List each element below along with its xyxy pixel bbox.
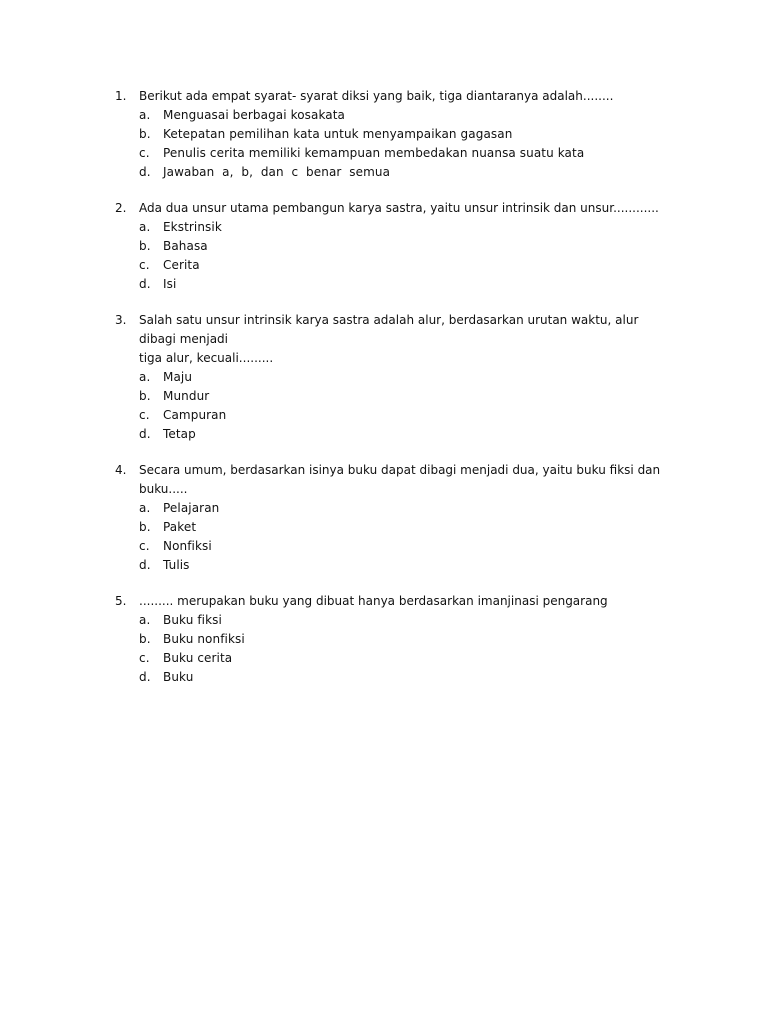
option-letter: b. xyxy=(139,239,151,253)
option-text: Buku cerita xyxy=(163,651,233,665)
question-1 xyxy=(115,87,675,182)
question-number: 4. xyxy=(115,463,127,477)
question-number: 5. xyxy=(115,594,127,608)
option-text: Jawaban a, b, dan c benar semua xyxy=(163,165,391,179)
question-text: Berikut ada empat syarat- syarat diksi yang baik, tiga diantaranya adalah........ xyxy=(139,89,614,103)
option-text: Mundur xyxy=(163,389,210,403)
option-letter: c. xyxy=(139,258,150,272)
question-list xyxy=(115,87,675,704)
option-letter: b. xyxy=(139,520,151,534)
question-stem xyxy=(115,311,675,368)
option-c xyxy=(115,256,675,275)
question-text: ......... merupakan buku yang dibuat hanya berdasarkan imanjinasi pengarang xyxy=(139,594,608,608)
option-b xyxy=(115,630,675,649)
question-number: 2. xyxy=(115,201,127,215)
option-c xyxy=(115,537,675,556)
option-text: Cerita xyxy=(163,258,200,272)
option-text: Ekstrinsik xyxy=(163,220,222,234)
question-text: Salah satu unsur intrinsik karya sastra adalah alur, berdasarkan urutan waktu, alur dibagi menjadi tiga alur, kecuali......... xyxy=(139,313,639,365)
option-letter: b. xyxy=(139,389,151,403)
option-text: Tulis xyxy=(163,558,190,572)
option-d xyxy=(115,556,675,575)
option-a xyxy=(115,368,675,387)
question-number: 1. xyxy=(115,89,127,103)
question-stem xyxy=(115,461,675,499)
option-text: Isi xyxy=(163,277,177,291)
option-text: Tetap xyxy=(163,427,196,441)
option-a xyxy=(115,218,675,237)
option-letter: a. xyxy=(139,370,151,384)
option-list xyxy=(115,499,675,575)
option-b xyxy=(115,125,675,144)
option-c xyxy=(115,406,675,425)
option-letter: d. xyxy=(139,165,151,179)
option-letter: a. xyxy=(139,220,151,234)
option-b xyxy=(115,387,675,406)
question-5 xyxy=(115,592,675,687)
option-b xyxy=(115,237,675,256)
option-d xyxy=(115,275,675,294)
option-a xyxy=(115,611,675,630)
option-b xyxy=(115,518,675,537)
option-list xyxy=(115,218,675,294)
question-stem xyxy=(115,592,675,611)
option-c xyxy=(115,144,675,163)
option-a xyxy=(115,499,675,518)
option-letter: c. xyxy=(139,539,150,553)
option-letter: d. xyxy=(139,670,151,684)
option-a xyxy=(115,106,675,125)
question-2 xyxy=(115,199,675,294)
option-letter: c. xyxy=(139,651,150,665)
option-list xyxy=(115,368,675,444)
question-4 xyxy=(115,461,675,575)
option-text: Menguasai berbagai kosakata xyxy=(163,108,346,122)
option-letter: d. xyxy=(139,277,151,291)
option-text: Buku nonfiksi xyxy=(163,632,245,646)
option-text: Campuran xyxy=(163,408,227,422)
option-d xyxy=(115,163,675,182)
option-letter: b. xyxy=(139,127,151,141)
option-list xyxy=(115,106,675,182)
option-d xyxy=(115,668,675,687)
option-d xyxy=(115,425,675,444)
question-text: Ada dua unsur utama pembangun karya sastra, yaitu unsur intrinsik dan unsur............ xyxy=(139,201,659,215)
option-letter: d. xyxy=(139,558,151,572)
question-stem xyxy=(115,87,675,106)
option-text: Paket xyxy=(163,520,197,534)
option-letter: a. xyxy=(139,108,151,122)
option-letter: c. xyxy=(139,146,150,160)
option-text: Nonfiksi xyxy=(163,539,212,553)
option-text: Buku fiksi xyxy=(163,613,222,627)
question-3 xyxy=(115,311,675,444)
option-text: Pelajaran xyxy=(163,501,220,515)
option-text: Maju xyxy=(163,370,193,384)
option-c xyxy=(115,649,675,668)
option-text: Buku xyxy=(163,670,194,684)
question-number: 3. xyxy=(115,313,127,327)
option-letter: b. xyxy=(139,632,151,646)
option-letter: a. xyxy=(139,501,151,515)
option-letter: d. xyxy=(139,427,151,441)
option-list xyxy=(115,611,675,687)
question-stem xyxy=(115,199,675,218)
option-letter: c. xyxy=(139,408,150,422)
option-text: Ketepatan pemilihan kata untuk menyampaikan gagasan xyxy=(163,127,513,141)
option-text: Penulis cerita memiliki kemampuan membedakan nuansa suatu kata xyxy=(163,146,585,160)
question-text: Secara umum, berdasarkan isinya buku dapat dibagi menjadi dua, yaitu buku fiksi dan buku..... xyxy=(139,463,661,496)
option-text: Bahasa xyxy=(163,239,208,253)
option-letter: a. xyxy=(139,613,151,627)
